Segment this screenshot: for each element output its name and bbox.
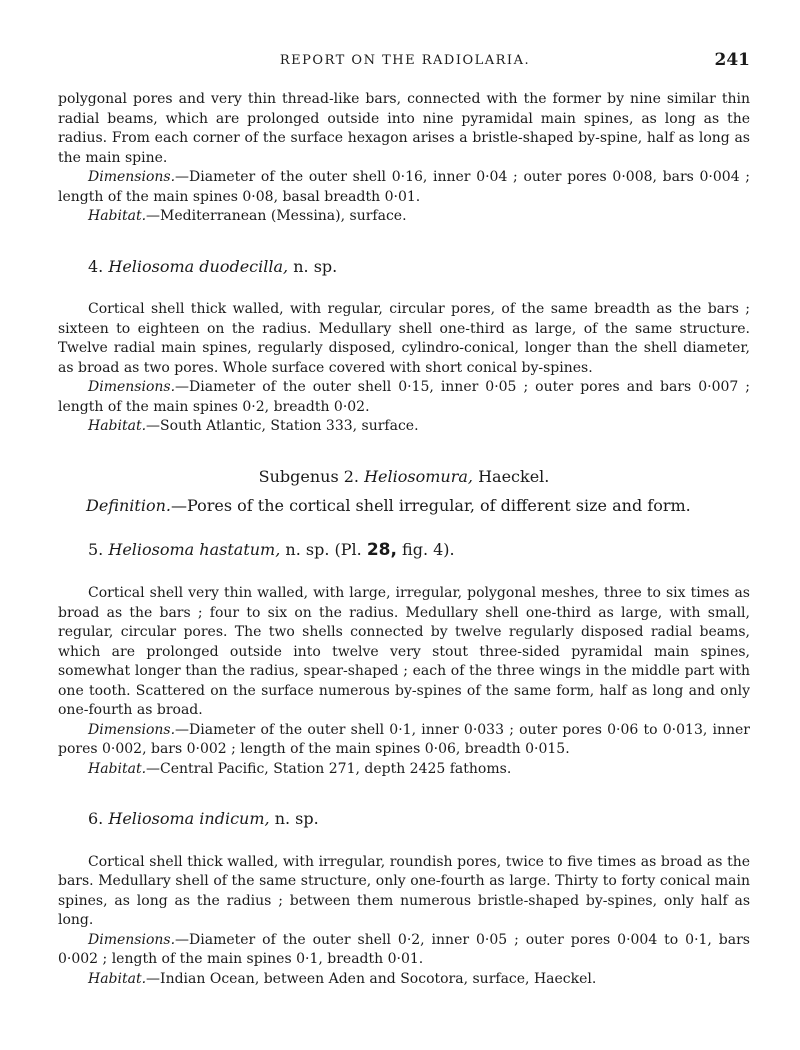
- habitat-text: —Mediterranean (Messina), surface.: [146, 208, 407, 224]
- species-4-heading: [88, 257, 750, 277]
- intro-dimensions: [58, 168, 750, 207]
- habitat-label: Habitat.: [88, 418, 147, 434]
- running-head: REPORT ON THE RADIOLARIA.: [279, 53, 531, 68]
- definition-label: Definition.: [86, 496, 171, 515]
- species-5-dimensions: [58, 721, 750, 760]
- dimensions-label: Dimensions.: [88, 379, 176, 395]
- intro-continuation: polygonal pores and very thin thread-like bars, connected with the former by nine similar thin radial beams, which are prolonged outside into nine pyramidal main spines, as long as the radius. From each corner of the surface hexagon arises a bristle-shaped by-spine, half as long as the main spine.: [58, 91, 750, 166]
- species-name: Heliosoma indicum,: [108, 809, 270, 828]
- species-6-habitat: [58, 970, 750, 990]
- dimensions-text: —Diameter of the outer shell 0·1, inner 0·033 ; outer pores 0·06 to 0·013, inner pores 0·002, bars 0·002 ; length of the main spines 0·06, breadth 0·015.: [58, 721, 750, 757]
- species-name: Heliosoma hastatum,: [108, 539, 281, 559]
- species-number: 6.: [88, 809, 104, 828]
- species-name: Heliosoma duodecilla,: [108, 256, 289, 276]
- definition-text: —Pores of the cortical shell irregular, of different size and form.: [170, 496, 691, 515]
- subgenus-definition: [86, 496, 750, 516]
- dimensions-text: —Diameter of the outer shell 0·2, inner 0·05 ; outer pores 0·004 to 0·1, bars 0·002 ; length of the main spines 0·1, breadth 0·01.: [58, 931, 750, 967]
- dimensions-label: Dimensions.: [88, 931, 176, 948]
- page-number: 241: [714, 50, 750, 70]
- habitat-label: Habitat.: [88, 970, 147, 987]
- figure-ref: fig. 4).: [402, 539, 455, 559]
- habitat-label: Habitat.: [88, 208, 147, 224]
- habitat-text: —Indian Ocean, between Aden and Socotora, surface, Haeckel.: [146, 970, 597, 987]
- species-6-description: Cortical shell thick walled, with irregular, roundish pores, twice to five times as broad as the bars. Medullary shell of the same structure, only one-fourth as large. Thirty to forty conical main spines, as long as the radius ; between them numerous bristle-shaped by-spines, only half as long.: [58, 853, 750, 928]
- habitat-label: Habitat.: [88, 760, 147, 777]
- species-number: 5.: [88, 539, 104, 559]
- species-4-description: Cortical shell thick walled, with regular, circular pores, of the same breadth as the bars ; sixteen to eighteen on the radius. Medullary shell one-third as large, of the same structure. Twelve radial main spines, regularly disposed, cylindro-conical, longer than the shell diameter, as broad as two pores. Whole surface covered with short conical by-spines.: [58, 301, 750, 376]
- dimensions-label: Dimensions.: [88, 169, 176, 185]
- intro-habitat: [58, 207, 750, 227]
- subgenus-heading: [58, 467, 750, 487]
- species-suffix: n. sp.: [293, 256, 338, 276]
- species-4-habitat: [58, 417, 750, 437]
- page-header: [60, 50, 750, 74]
- species-4-dimensions: [58, 378, 750, 417]
- habitat-text: —Central Pacific, Station 271, depth 2425 fathoms.: [146, 760, 512, 777]
- species-6-heading: [88, 809, 750, 829]
- page-body: [58, 90, 750, 989]
- dimensions-text: —Diameter of the outer shell 0·15, inner 0·05 ; outer pores and bars 0·007 ; length of the main spines 0·2, breadth 0·02.: [58, 379, 750, 415]
- species-5-heading: [88, 540, 750, 561]
- species-5-description: Cortical shell very thin walled, with large, irregular, polygonal meshes, three to six times as broad as the bars ; four to six on the radius. Medullary shell one-third as large, with small, regular, circular pores. The two shells connected by twelve regularly disposed radial beams, which are prolonged outside into twelve very stout three-sided pyramidal main spines, somewhat longer than the radius, spear-shaped ; each of the three wings in the middle part with one tooth. Scattered on the surface numerous by-spines of the same form, half as long and only one-fourth as broad.: [58, 585, 750, 718]
- species-suffix: n. sp. (Pl.: [285, 539, 362, 559]
- subgenus-author: Haeckel.: [478, 466, 550, 486]
- plate-number: 28,: [366, 539, 397, 560]
- habitat-text: —South Atlantic, Station 333, surface.: [146, 418, 419, 434]
- species-6-dimensions: [58, 931, 750, 970]
- subgenus-name: Heliosomura,: [364, 466, 473, 486]
- dimensions-label: Dimensions.: [88, 721, 176, 738]
- species-suffix: n. sp.: [274, 809, 319, 828]
- subgenus-prefix: Subgenus 2.: [258, 466, 359, 486]
- dimensions-text: —Diameter of the outer shell 0·16, inner 0·04 ; outer pores 0·008, bars 0·004 ; length of the main spines 0·08, basal breadth 0·01.: [58, 169, 750, 205]
- species-5-habitat: [58, 760, 750, 780]
- species-number: 4.: [88, 256, 104, 276]
